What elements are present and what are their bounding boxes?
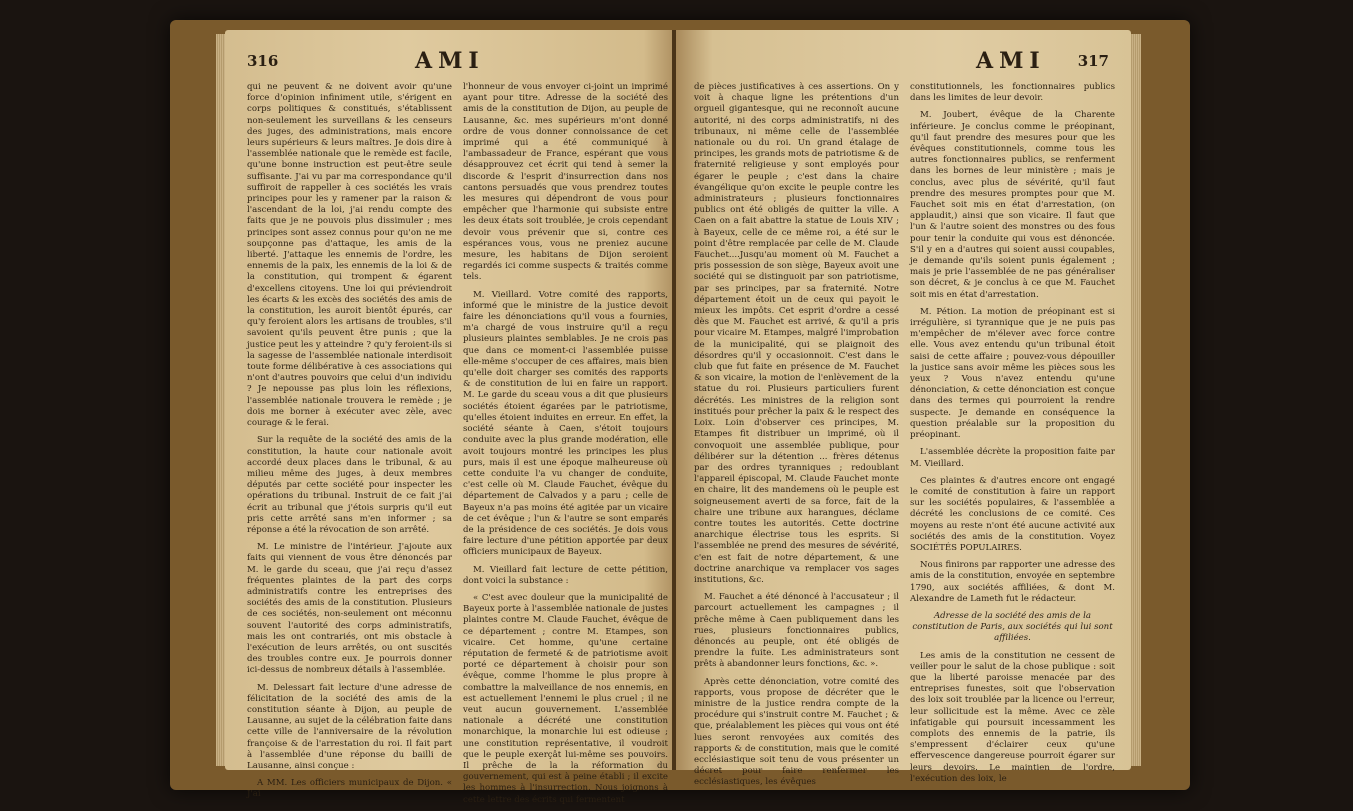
paragraph: l'honneur de vous envoyer ci-joint un imprimé ayant pour titre. Adresse de la société des amis de la constitution de Dijon, au peuple de Lausanne, &c. mes supérieurs m'ont donné ordre de vous donner connoissance de cet imprimé qui a été communiqué à l'ambassadeur de France, espérant que vous désapprouvez cet écrit qui tend à semer la discorde & l'esprit d'insurrection dans nos cantons persuadés que vous prendrez toutes les mesures qui dépendront de vous pour empêcher que l'harmonie qui subsiste entre les deux états soit troublée, je crois cependant devoir vous prévenir que si, contre ces espérances vous, vous ne preniez aucune mesure, les habitans de Dijon seroient regardés ici comme suspects & traités comme tels. [463, 82, 668, 283]
paragraph: constitutionnels, les fonctionnaires publics dans les limites de leur devoir. [910, 82, 1115, 104]
running-header-right: AMI [976, 48, 1046, 74]
right-column-2 [910, 82, 1115, 784]
paragraph: M. Delessart fait lecture d'une adresse de félicitation de la société des amis de la constitution séante à Dijon, au peuple de Lausanne, au sujet de la célébration faite dans cette ville de l'anniversaire de la révolution françoise & de l'arrestation du roi. Il fait part à l'assemblée d'une réponse du bailli de Lausanne, ainsi conçue : [247, 682, 452, 771]
paragraph: qui ne peuvent & ne doivent avoir qu'une force d'opinion infiniment utile, s'érigent en corps politiques & constitués, s'établissent non-seulement les surveillans & les censeurs des juges, des administrations, mais encore leurs supérieurs & leurs maîtres. Je dois dire à l'assemblée nationale que le remède est facile, qu'une bonne instruction est peut-être seule suffisante. J'ai vu par ma correspondance qu'il suffiroit de rappeller à ces sociétés les vrais principes pour les y ramener par la raison & l'ascendant de la loi, j'ai rendu compte des faits que je ne pouvois plus dissimuler ; mes principes sont assez connus pour qu'on ne me soupçonne pas d'attaque, les amis de la liberté. J'attaque les ennemis de l'ordre, les ennemis de la paix, les ennemis de la loi & de la constitution, qui trompent & égarent d'excellens citoyens. Une loi qui préviendroit les écarts & les excès des sociétés des amis de la constitution, les auroit bientôt épurés, car qu'y feroient alors les artisans de troubles, s'il savoient qu'ils peuvent être punis ; que la justice peut les y atteindre ? qu'y feroient-ils si la sagesse de l'assemblée nationale interdisoit toute forme délibérative à ces associations qui n'ont d'autres pouvoirs que celui d'un individu ? Je nepousse pas plus loin les réflexions, l'assemblée nationale trouvera le remède ; je dois me borner à exécuter avec zèle, avec courage & le ferai. [247, 82, 452, 429]
address-title: Adresse de la société des amis de la constitution de Paris, aux sociétés qui lui sont affiliées. [912, 610, 1113, 644]
paragraph: Sur la requête de la société des amis de la constitution, la haute cour nationale avoit accordé deux places dans le tribunal, & au milieu même des juges, à deux membres députés par cette société pour inspecter les opérations du tribunal. Instruit de ce fait j'ai écrit au tribunal que j'étois surpris qu'il eut pris cette arrêté sans m'en informer ; sa réponse a été la révocation de son arrêté. [247, 435, 452, 535]
right-page-edges [1131, 34, 1141, 766]
paragraph: M. Le ministre de l'intérieur. J'ajoute aux faits qui viennent de vous être dénoncés par M. le garde du sceau, que j'ai reçu d'assez fréquentes plaintes de la part des corps administratifs contre les entreprises des sociétés des amis de la constitution. Plusieurs de ces sociétés, non-seulement ont méconnu souvent l'autorité des corps administratifs, mais les ont contrariés, ont mis obstacle à l'exécution de leurs arrêtés, ou ont suscités des troubles contre eux. Je pourrois donner ici-dessus de nombreux détails à l'assemblée. [247, 542, 452, 676]
paragraph: L'assemblée décrète la proposition faite par M. Vieillard. [910, 447, 1115, 469]
paragraph: « C'est avec douleur que la municipalité de Bayeux porte à l'assemblée nationale de justes plaintes contre M. Claude Fauchet, évêque de ce département ; contre M. Etampes, son vicaire. Cet homme, qu'une certaine réputation de fermeté & de patriotisme avoit porté ce département à choisir pour son évêque, comme l'homme le plus propre à combattre la malveillance de nos ennemis, en est actuellement l'ennemi le plus cruel ; il ne veut aucun gouvernement. L'assemblée nationale a décrété une constitution monarchique, la monarchie lui est odieuse ; une constitution représentative, il voudroit que le peuple exerçât lui-même ses pouvoirs. Il prêche de la la réformation du gouvernement, qui est à peine établi ; il excite les hommes à l'insurrection. Nous joignons à cette lettre des écrits qui fermentent [463, 592, 668, 805]
paragraph: de pièces justificatives à ces assertions. On y voit à chaque ligne les prétentions d'un orgueil gigantesque, qui ne reconnoît aucune autorité, ni des corps administratifs, ni des tribunaux, ni même celle de l'assemblée nationale ou du roi. Un grand étalage de principes, les grands mots de patriotisme & de fraternité religieuse y sont employés pour égarer le peuple ; c'est dans la chaire évangélique qu'on excite le peuple contre les administrateurs ; plusieurs fonctionnaires publics ont été obligés de quitter la ville. A Caen on a fait abattre la statue de Louis XIV ; à Bayeux, celle de ce même roi, a été sur le point d'être remplacée par celle de M. Claude Fauchet....Jusqu'au moment où M. Fauchet a pris possession de son siège, Bayeux avoit une société qui se distinguoit par son patriotisme, par ses principes, par sa fraternité. Notre département étoit un de ceux qui payoit le mieux les impôts. Cet esprit d'ordre a cessé dès que M. Fauchet est arrivé, & qu'il a pris pour vicaire M. Etampes, malgré l'improbation de la municipalité, qui se plaignoit des désordres qu'il y occasionnoit. C'est dans le club que fut faite en présence de M. Fauchet & son vicaire, la motion de l'enlèvement de la statue du roi. Plusieurs particuliers furent décrétés. Les ministres de la religion sont institués pour prêcher la paix & le respect des Loix. Loin d'observer ces principes, M. Etampes fit distribuer un imprimé, où il convoquoit une assemblée publique, pour délibérer sur la détention ... frères détenus par des ordres tyranniques ; redoublant l'appareil épiscopal, M. Claude Fauchet monte en chaire, lit des mandemens où le peuple est soigneusement averti de sa force, fait de la chaire une tribune aux harangues, déclame contre toutes les autorités. Cette doctrine anarchique électrise tous les esprits. Si l'assemblée ne prend des mesures de sévérité, c'en est fait de notre département, & une doctrine anarchique va remplacer vos sages institutions, &c. [694, 82, 899, 585]
left-column-1 [247, 82, 452, 800]
page-number-right: 317 [1077, 52, 1109, 70]
running-header-left: AMI [415, 48, 485, 74]
page-number-left: 316 [247, 52, 279, 70]
paragraph: M. Vieillard fait lecture de cette pétition, dont voici la substance : [463, 564, 668, 586]
paragraph: Nous finirons par rapporter une adresse des amis de la constitution, envoyée en septembre 1790, aux sociétés affiliées, & dont M. Alexandre de Lameth fut le rédacteur. [910, 560, 1115, 604]
left-page [225, 30, 680, 805]
right-column-1 [694, 82, 899, 788]
paragraph: A MM. Les officiers municipaux de Dijon. « J'ai [247, 778, 452, 800]
paragraph: M. Vieillard. Votre comité des rapports, informé que le ministre de la justice devoit faire les dénonciations qu'il vous a fournies, m'a chargé de vous instruire qu'il a reçu plusieurs plaintes semblables. Je ne crois pas que dans ce moment-ci l'assemblée puisse elle-même s'occuper de ces affaires, mais bien qu'elle doit charger ses comités des rapports & de constitution de lui en faire un rapport. M. Le garde du sceau vous a dit que plusieurs sociétés étoient égarées par le patriotisme, qu'elles étoient induites en erreur. En effet, la société séante à Caen, s'étoit toujours conduite avec la plus grande modération, elle avoit toujours montré les principes les plus purs, mais il est une époque malheureuse où cette conduite l'a vu changer de conduite, c'est celle où M. Claude Fauchet, évêque du département de Calvados y a paru ; celle de Bayeux n'a pas moins été agitée par un vicaire de cet évêque ; l'un & l'autre se sont emparés de la présidence de ces sociétés. Je dois vous faire lecture d'une pétition apportée par deux officiers municipaux de Bayeux. [463, 289, 668, 558]
paragraph: M. Joubert, évêque de la Charente inférieure. Je conclus comme le préopinant, qu'il faut prendre des mesures pour que les évêques constitutionnels, comme tous les autres fonctionnaires publics, se renferment dans les bornes de leur ministère ; mais je conclus, avec plus de sévérité, qu'il faut prendre des mesures promptes pour que M. Fauchet soit mis en état d'arrestation, (on applaudit,) ainsi que son vicaire. Il faut que l'un & l'autre soient des monstres ou des fous pour tenir la conduite qui vous est dénoncée. S'il y en a d'autres qui soient aussi coupables, je demande qu'ils soient punis également ; mais je prie l'assemblée de ne pas généraliser son décret, & je conclus à ce que M. Fauchet soit mis en état d'arrestation. [910, 110, 1115, 300]
paragraph: Après cette dénonciation, votre comité des rapports, vous propose de décréter que le ministre de la justice rendra compte de la procédure qui s'instruit contre M. Fauchet ; & que, préalablement les pièces qui vous ont été lues seront renvoyées aux comités des rapports & de constitution, mais que le comité ecclésiastique soit tenu de vous présenter un décret pour faire renfermer les ecclésiastiques, les évêques [694, 676, 899, 788]
paragraph: Les amis de la constitution ne cessent de veiller pour le salut de la chose publique : soit que la liberté paroisse menacée par des entreprises funestes, soit que l'observation des loix soit troublée par la licence ou l'erreur, leur sollicitude est la même. Avec ce zèle infatigable qui poursuit incessamment les complots des ennemis de la patrie, ils s'empressent d'éclairer ceux qu'une effervescence dangereuse pourroit égarer sur leurs devoirs. Le maintien de l'ordre, l'exécution des loix, le [910, 650, 1115, 784]
right-page [676, 30, 1131, 788]
left-column-2 [463, 82, 668, 805]
paragraph: M. Fauchet a été dénoncé à l'accusateur ; il parcourt actuellement les campagnes ; il prêche même à Caen publiquement dans les rues, plusieurs fonctionnaires publics, dénoncés au peuple, ont été obligés de prendre la fuite. Les administrateurs sont prêts à abandonner leurs fonctions, &c. ». [694, 592, 899, 670]
paragraph: Ces plaintes & d'autres encore ont engagé le comité de constitution à faire un rapport sur les sociétés populaires, & l'assemblée a décrété les conclusions de ce comité. Ces moyens au reste n'ont été aucune activité aux sociétés des amis de la constitution. Voyez SOCIÉTÉS POPULAIRES. [910, 475, 1115, 553]
paragraph: M. Pétion. La motion de préopinant est si irrégulière, si tyrannique que je ne puis pas m'empêcher de m'élever avec force contre elle. Vous avez entendu qu'un tribunal étoit saisi de cette affaire ; pouvez-vous dépouiller la justice sans avoir même les pièces sous les yeux ? Vous n'avez entendu qu'une dénonciation, & cette dénonciation est conçue dans des termes qui pourroient la rendre suspecte. Je demande en conséquence la question préalable sur la proposition du préopinant. [910, 306, 1115, 441]
